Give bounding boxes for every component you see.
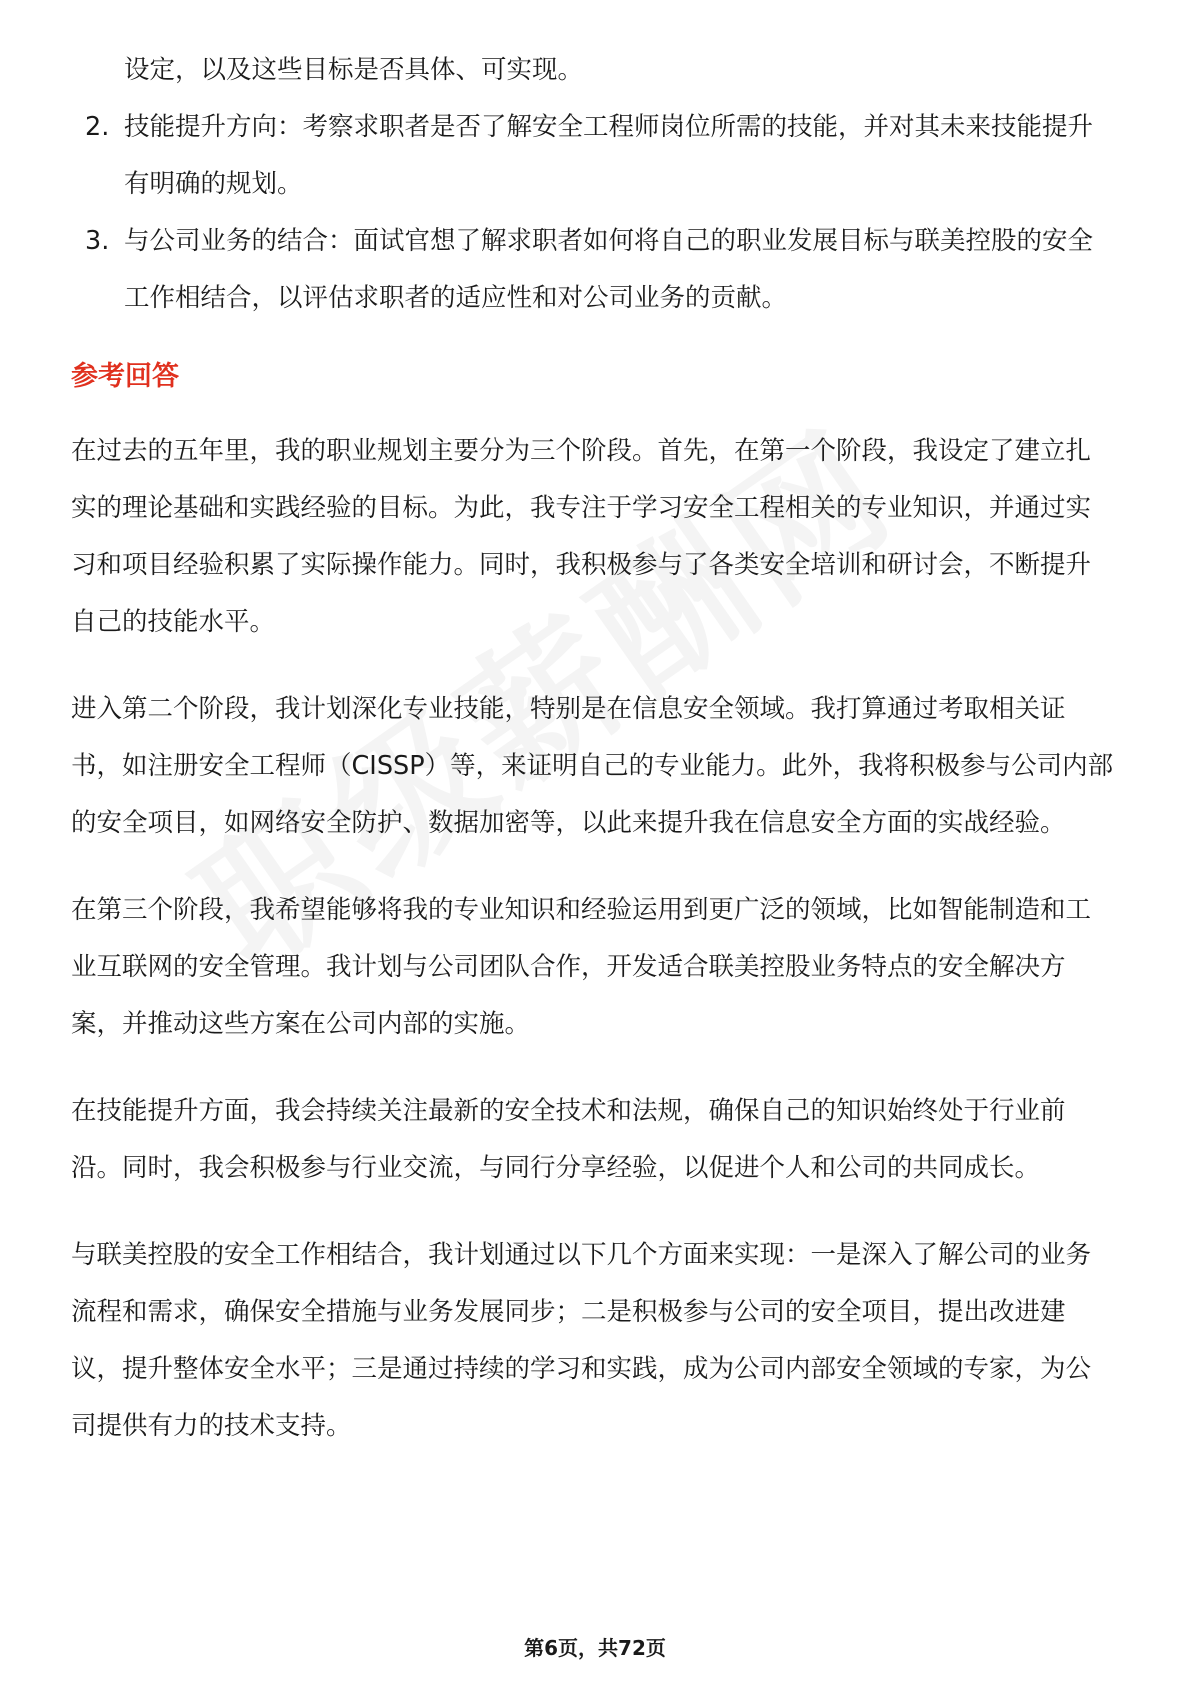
answer-paragraph: 在技能提升方面，我会持续关注最新的安全技术和法规，确保自己的知识始终处于行业前沿。同时，我会积极参与行业交流，与同行分享经验，以促进个人和公司的共同成长。 bbox=[71, 1096, 1066, 1183]
answer-body bbox=[71, 423, 1116, 1485]
section-heading: 参考回答 bbox=[71, 361, 179, 392]
page-number: 第6页，共72页 bbox=[524, 1636, 666, 1660]
list-item-number: 2. bbox=[85, 112, 110, 142]
list-item-text: 与公司业务的结合：面试官想了解求职者如何将自己的职业发展目标与联美控股的安全工作相结合，以评估求职者的适应性和对公司业务的贡献。 bbox=[124, 226, 1094, 313]
answer-paragraph: 与联美控股的安全工作相结合，我计划通过以下几个方面来实现：一是深入了解公司的业务流程和需求，确保安全措施与业务发展同步；二是积极参与公司的安全项目，提出改进建议，提升整体安全水平；三是通过持续的学习和实践，成为公司内部安全领域的专家，为公司提供有力的技术支持。 bbox=[71, 1240, 1092, 1441]
answer-paragraph: 在过去的五年里，我的职业规划主要分为三个阶段。首先，在第一个阶段，我设定了建立扎实的理论基础和实践经验的目标。为此，我专注于学习安全工程相关的专业知识，并通过实习和项目经验积累了实际操作能力。同时，我积极参与了各类安全培训和研讨会，不断提升自己的技能水平。 bbox=[71, 436, 1092, 637]
list-item-text: 技能提升方向：考察求职者是否了解安全工程师岗位所需的技能，并对其未来技能提升有明确的规划。 bbox=[124, 112, 1094, 199]
list-item bbox=[0, 99, 1190, 213]
numbered-list bbox=[0, 99, 1190, 327]
list-item-continuation: 设定，以及这些目标是否具体、可实现。 bbox=[124, 55, 584, 85]
answer-paragraph: 在第三个阶段，我希望能够将我的专业知识和经验运用到更广泛的领域，比如智能制造和工业互联网的安全管理。我计划与公司团队合作，开发适合联美控股业务特点的安全解决方案，并推动这些方案在公司内部的实施。 bbox=[71, 895, 1092, 1039]
list-item-number: 3. bbox=[85, 226, 110, 256]
answer-paragraph: 进入第二个阶段，我计划深化专业技能，特别是在信息安全领域。我打算通过考取相关证书，如注册安全工程师（CISSP）等，来证明自己的专业能力。此外，我将积极参与公司内部的安全项目，如网络安全防护、数据加密等，以此来提升我在信息安全方面的实战经验。 bbox=[71, 694, 1114, 838]
list-item bbox=[0, 213, 1190, 327]
